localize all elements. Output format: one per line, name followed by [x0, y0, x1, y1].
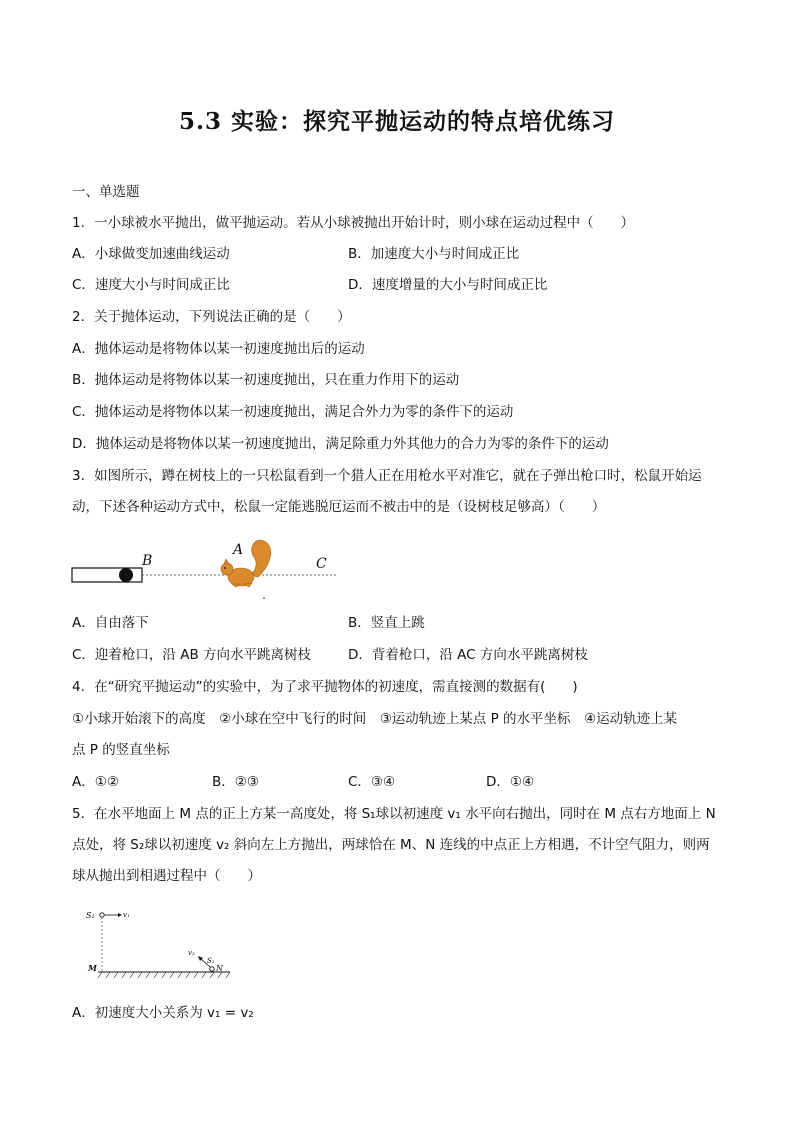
label-s1: S₁ [86, 911, 95, 920]
q3-option-a[interactable]: A．自由落下 [72, 615, 149, 631]
q2-stem: 2．关于抛体运动，下列说法正确的是（ ） [72, 309, 351, 325]
label-c: C [316, 556, 327, 572]
q3-stem-line2: 动，下述各种运动方式中，松鼠一定能逃脱厄运而不被击中的是（设树枝足够高）（ ） [72, 499, 606, 515]
q5-stem-line3: 球从抛出到相遇过程中（ ） [72, 868, 261, 884]
q4-items-line2: 点 P 的竖直坐标 [72, 742, 170, 758]
s1-ball [100, 913, 104, 917]
bullet [119, 568, 133, 582]
s2-ball [210, 967, 214, 971]
label-v2: v₂ [188, 949, 195, 957]
q4-option-c[interactable]: C．③④ [348, 774, 396, 790]
projectile-figure [84, 905, 234, 985]
q1-option-d[interactable]: D．速度增量的大小与时间成正比 [348, 277, 548, 293]
page-title: 5.3 实验：探究平抛运动的特点培优练习 [178, 108, 616, 135]
label-b: B [142, 553, 153, 569]
q4-option-d[interactable]: D．①④ [486, 774, 535, 790]
q5-option-a[interactable]: A．初速度大小关系为 v₁ = v₂ [72, 1005, 254, 1021]
label-n: N [216, 964, 223, 973]
q1-option-b[interactable]: B．加速度大小与时间成正比 [348, 246, 520, 262]
q2-option-a[interactable]: A．抛体运动是将物体以某一初速度抛出后的运动 [72, 341, 365, 357]
section-heading: 一、单选题 [72, 184, 140, 200]
q3-option-c[interactable]: C．迎着枪口，沿 AB 方向水平跳离树枝 [72, 647, 312, 663]
q3-option-d[interactable]: D．背着枪口，沿 AC 方向水平跳离树枝 [348, 647, 588, 663]
squirrel-icon [221, 540, 271, 587]
squirrel-figure [66, 535, 356, 605]
q4-stem: 4．在“研究平抛运动”的实验中，为了求平抛物体的初速度，需直接测的数据有( ) [72, 679, 578, 695]
q3-stem-line1: 3．如图所示，蹲在树枝上的一只松鼠看到一个猎人正在用枪水平对准它，就在子弹出枪口时，松鼠开始运 [72, 468, 702, 484]
q1-option-a[interactable]: A．小球做变加速曲线运动 [72, 246, 230, 262]
q4-option-b[interactable]: B．②③ [212, 774, 259, 790]
label-v1: v₁ [123, 911, 130, 919]
q4-option-a[interactable]: A．①② [72, 774, 119, 790]
q5-stem-line1: 5．在水平地面上 M 点的正上方某一高度处，将 S₁球以初速度 v₁ 水平向右抛出，同时在 M 点右方地面上 N [72, 806, 716, 822]
label-s2: S₂ [207, 957, 215, 965]
v1-arrow-icon [118, 913, 122, 917]
label-m: M [88, 963, 97, 973]
q5-stem-line2: 点处，将 S₂球以初速度 v₂ 斜向左上方抛出，两球恰在 M、N 连线的中点正上方相遇，不计空气阻力，则两 [72, 837, 710, 853]
q2-option-c[interactable]: C．抛体运动是将物体以某一初速度抛出，满足合外力为零的条件下的运动 [72, 404, 514, 420]
q3-option-b[interactable]: B．竖直上跳 [348, 615, 425, 631]
q1-option-c[interactable]: C．速度大小与时间成正比 [72, 277, 230, 293]
label-a: A [233, 542, 244, 558]
q2-option-d[interactable]: D．抛体运动是将物体以某一初速度抛出，满足除重力外其他力的合力为零的条件下的运动 [72, 436, 609, 452]
q4-items-line1: ①小球开始滚下的高度 ②小球在空中飞行的时间 ③运动轨迹上某点 P 的水平坐标 ④运动轨迹上某 [72, 711, 678, 727]
q2-option-b[interactable]: B．抛体运动是将物体以某一初速度抛出，只在重力作用下的运动 [72, 372, 460, 388]
q1-stem: 1．一小球被水平抛出，做平抛运动。若从小球被抛出开始计时，则小球在运动过程中（ ） [72, 215, 635, 231]
